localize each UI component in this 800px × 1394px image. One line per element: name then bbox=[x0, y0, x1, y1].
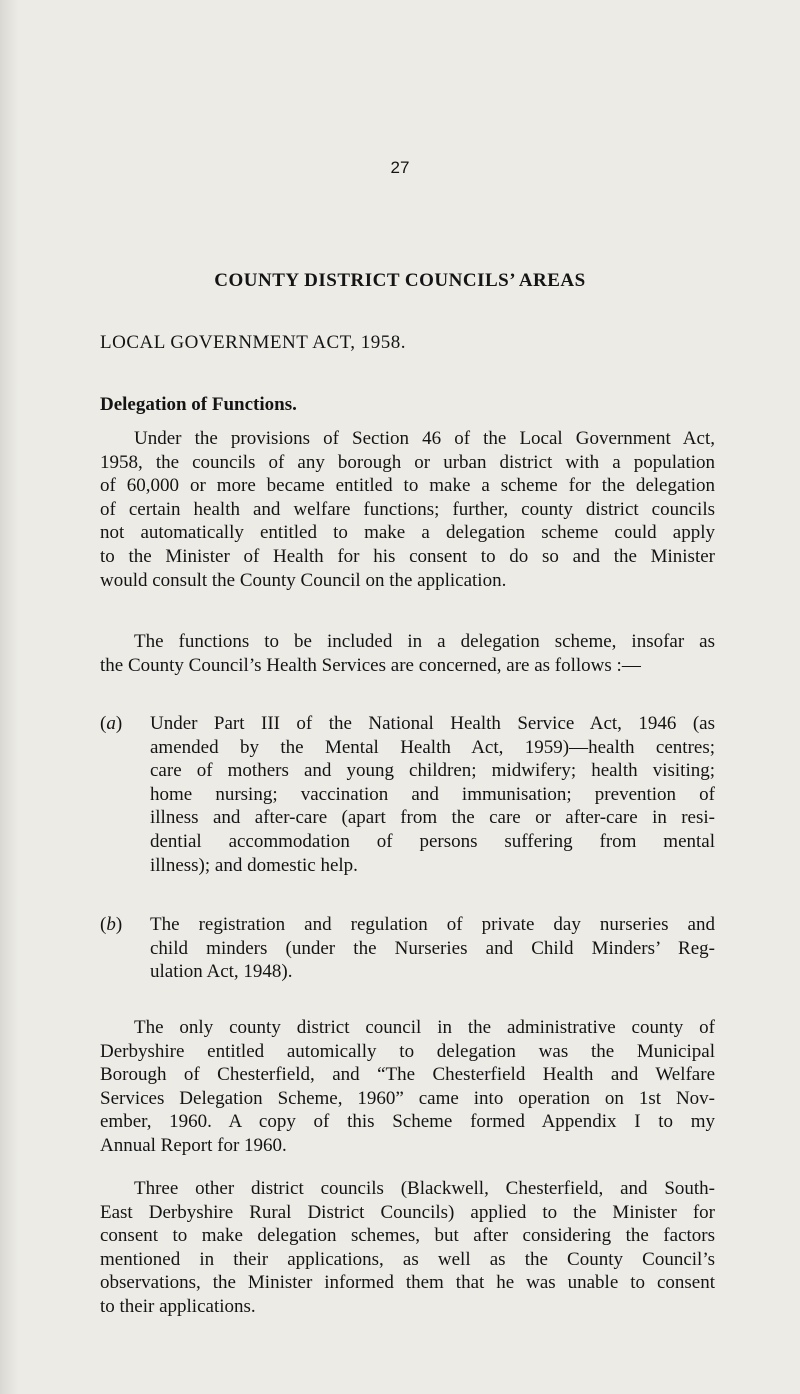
paragraph-line: the County Council’s Health Services are concerned, are as follows :— bbox=[100, 654, 641, 676]
list-item-b bbox=[100, 913, 715, 984]
paragraph-line: of 60,000 or more became entitled to make a scheme for the delegation bbox=[100, 475, 715, 497]
paragraph-line: Annual Report for 1960. bbox=[100, 1134, 287, 1156]
paragraph-line: The functions to be included in a delegation scheme, insofar as bbox=[134, 631, 715, 652]
paragraph-provisions bbox=[100, 427, 715, 592]
list-item-line: child minders (under the Nurseries and Child Minders’ Reg- bbox=[150, 937, 715, 959]
list-item-label: (b) bbox=[100, 914, 123, 935]
paragraph-line: not automatically entitled to make a delegation scheme could apply bbox=[100, 522, 715, 544]
paragraph-line: The only county district council in the administrative county of bbox=[134, 1017, 715, 1038]
paragraph-line: ember, 1960. A copy of this Scheme formed Appendix I to my bbox=[100, 1111, 715, 1133]
paragraph-line: of certain health and welfare functions; further, county district councils bbox=[100, 498, 715, 520]
page-edge-shadow bbox=[0, 0, 18, 1394]
list-item-a bbox=[100, 712, 715, 877]
paragraph-line: to their applications. bbox=[100, 1295, 256, 1317]
list-item-line: care of mothers and young children; midwifery; health visiting; bbox=[150, 760, 715, 782]
paragraph-other-councils bbox=[100, 1177, 715, 1319]
paragraph-chesterfield-scheme bbox=[100, 1016, 715, 1158]
list-item-line: illness and after-care (apart from the care or after-care in resi- bbox=[150, 807, 715, 829]
paragraph-functions-intro bbox=[100, 630, 715, 677]
paragraph-line: consent to make delegation schemes, but after considering the factors bbox=[100, 1225, 715, 1247]
act-title: LOCAL GOVERNMENT ACT, 1958. bbox=[100, 332, 407, 353]
list-item-line: home nursing; vaccination and immunisation; prevention of bbox=[150, 783, 715, 805]
paragraph-line: would consult the County Council on the application. bbox=[100, 569, 507, 591]
list-item-body bbox=[150, 712, 715, 877]
paragraph-line: Three other district councils (Blackwell, Chesterfield, and South- bbox=[134, 1178, 715, 1199]
paragraph-line: observations, the Minister informed them that he was unable to consent bbox=[100, 1272, 715, 1294]
list-item-line: ulation Act, 1948). bbox=[150, 961, 293, 983]
section-heading: COUNTY DISTRICT COUNCILS’ AREAS bbox=[214, 270, 586, 291]
list-item-line: Under Part III of the National Health Service Act, 1946 (as bbox=[150, 713, 715, 734]
page-number: 27 bbox=[390, 158, 410, 177]
paragraph-line: to the Minister of Health for his consent to do so and the Minister bbox=[100, 545, 715, 567]
paragraph-line: mentioned in their applications, as well as the County Council’s bbox=[100, 1248, 715, 1270]
paragraph-line: Services Delegation Scheme, 1960” came into operation on 1st Nov- bbox=[100, 1087, 715, 1109]
list-item-line: dential accommodation of persons suffering from mental bbox=[150, 830, 715, 852]
list-item-line: amended by the Mental Health Act, 1959)—health centres; bbox=[150, 736, 715, 758]
paragraph-line: East Derbyshire Rural District Councils) applied to the Minister for bbox=[100, 1201, 715, 1223]
list-item-label: (a) bbox=[100, 713, 123, 734]
paragraph-line: Derbyshire entitled automically to delegation was the Municipal bbox=[100, 1040, 715, 1062]
subheading: Delegation of Functions. bbox=[100, 394, 297, 415]
list-item-line: The registration and regulation of private day nurseries and bbox=[150, 914, 715, 935]
paragraph-line: 1958, the councils of any borough or urban district with a population bbox=[100, 451, 715, 473]
paragraph-line: Under the provisions of Section 46 of the Local Government Act, bbox=[134, 428, 715, 449]
list-item-body bbox=[150, 913, 715, 984]
list-item-line: illness); and domestic help. bbox=[150, 854, 358, 876]
paragraph-line: Borough of Chesterfield, and “The Chesterfield Health and Welfare bbox=[100, 1064, 715, 1086]
